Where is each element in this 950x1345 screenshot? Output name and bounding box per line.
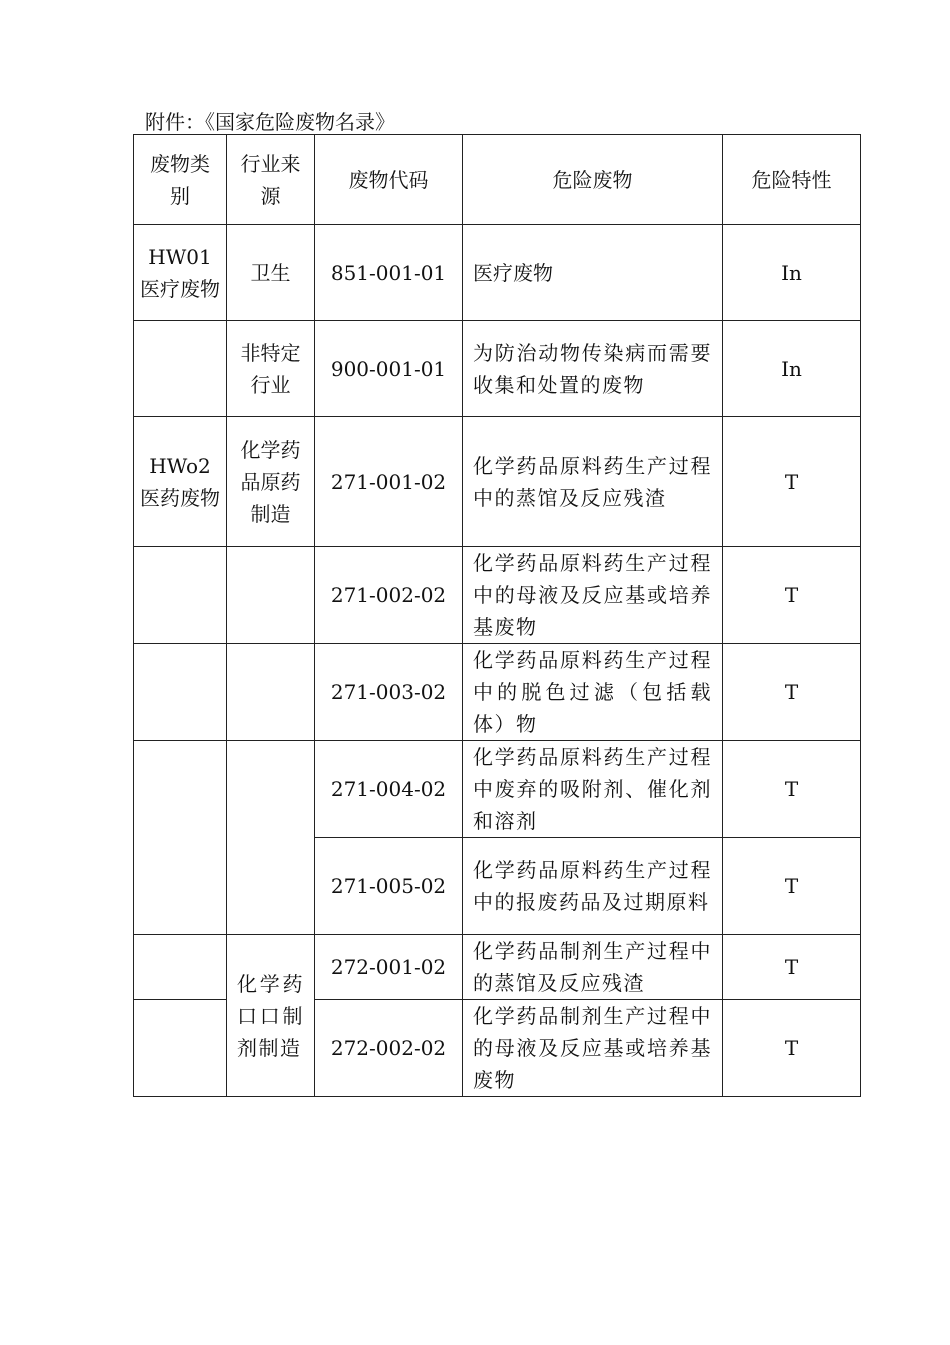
cell-waste: 化学药品制剂生产过程中的母液及反应基或培养基废物 bbox=[463, 1000, 723, 1097]
header-code: 废物代码 bbox=[315, 135, 463, 225]
table-row bbox=[134, 741, 861, 838]
cell-category bbox=[134, 741, 227, 935]
cell-hazard: T bbox=[723, 935, 861, 1000]
cell-code: 271-001-02 bbox=[315, 417, 463, 547]
cell-category bbox=[134, 547, 227, 644]
cell-code: 271-002-02 bbox=[315, 547, 463, 644]
cell-hazard: T bbox=[723, 1000, 861, 1097]
cell-code: 271-003-02 bbox=[315, 644, 463, 741]
cell-code: 272-001-02 bbox=[315, 935, 463, 1000]
cell-waste: 医疗废物 bbox=[463, 225, 723, 321]
cell-code: 900-001-01 bbox=[315, 321, 463, 417]
cell-waste: 化学药品原料药生产过程中的脱色过滤（包括载体）物 bbox=[463, 644, 723, 741]
cell-waste: 化学药品制剂生产过程中的蒸馆及反应残渣 bbox=[463, 935, 723, 1000]
cell-source: 卫生 bbox=[227, 225, 315, 321]
cell-code: 271-005-02 bbox=[315, 838, 463, 935]
cell-source: 化学药品原药制造 bbox=[227, 417, 315, 547]
header-hazard: 危险特性 bbox=[723, 135, 861, 225]
cell-category bbox=[134, 644, 227, 741]
cell-hazard: In bbox=[723, 225, 861, 321]
cell-hazard: T bbox=[723, 547, 861, 644]
cell-category: HWo2医药废物 bbox=[134, 417, 227, 547]
header-waste: 危险废物 bbox=[463, 135, 723, 225]
cell-source bbox=[227, 644, 315, 741]
table-row bbox=[134, 644, 861, 741]
cell-hazard: T bbox=[723, 644, 861, 741]
cell-source bbox=[227, 547, 315, 644]
header-category: 废物类别 bbox=[134, 135, 227, 225]
cell-code: 272-002-02 bbox=[315, 1000, 463, 1097]
table-row bbox=[134, 547, 861, 644]
cell-hazard: In bbox=[723, 321, 861, 417]
cell-waste: 化学药品原料药生产过程中废弃的吸附剂、催化剂和溶剂 bbox=[463, 741, 723, 838]
cell-category bbox=[134, 321, 227, 417]
header-source: 行业来源 bbox=[227, 135, 315, 225]
cell-waste: 为防治动物传染病而需要收集和处置的废物 bbox=[463, 321, 723, 417]
page-title: 附件：《国家危险废物名录》 bbox=[145, 110, 395, 134]
cell-waste: 化学药品原料药生产过程中的报废药品及过期原料 bbox=[463, 838, 723, 935]
cell-hazard: T bbox=[723, 417, 861, 547]
cell-hazard: T bbox=[723, 741, 861, 838]
table-row bbox=[134, 321, 861, 417]
cell-waste: 化学药品原料药生产过程中的母液及反应基或培养基废物 bbox=[463, 547, 723, 644]
table-header-row bbox=[134, 135, 861, 225]
table-row bbox=[134, 225, 861, 321]
cell-code: 851-001-01 bbox=[315, 225, 463, 321]
cell-category bbox=[134, 1000, 227, 1097]
cell-source bbox=[227, 741, 315, 935]
cell-source: 化学药口口制剂制造 bbox=[227, 935, 315, 1097]
cell-category bbox=[134, 935, 227, 1000]
cell-waste: 化学药品原料药生产过程中的蒸馆及反应残渣 bbox=[463, 417, 723, 547]
hazardous-waste-table bbox=[133, 134, 861, 1097]
cell-category: HW01医疗废物 bbox=[134, 225, 227, 321]
cell-source: 非特定行业 bbox=[227, 321, 315, 417]
cell-hazard: T bbox=[723, 838, 861, 935]
table-row bbox=[134, 935, 861, 1000]
table-row bbox=[134, 417, 861, 547]
cell-code: 271-004-02 bbox=[315, 741, 463, 838]
